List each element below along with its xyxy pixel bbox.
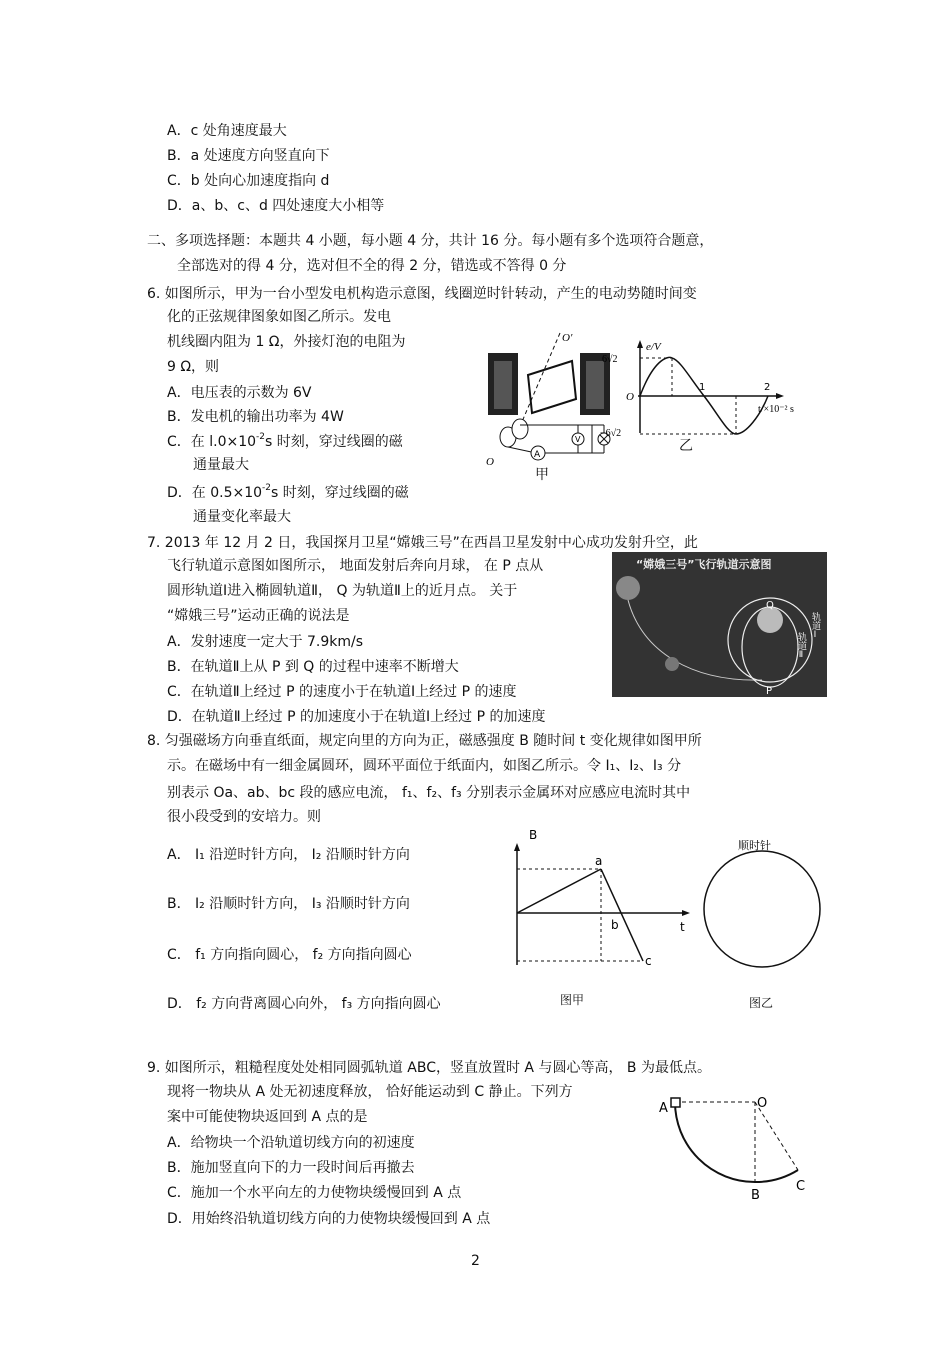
- q7-stem-line4: “嫦娥三号”运动正确的说法是: [167, 608, 350, 624]
- b-t-graph: [505, 825, 695, 970]
- q6-option-a: A．电压表的示数为 6V: [167, 385, 312, 401]
- fig-jia-caption: 甲: [535, 467, 549, 483]
- q6-stem-line4: 9 Ω，则: [167, 359, 220, 375]
- q6-option-c: C．在 $l.0\times 10^{-2}s$ 时刻，穿过线圈的磁: [167, 432, 403, 450]
- y-bottom-label: −6√2: [600, 428, 622, 438]
- section2-header-line1: 二、多项选择题：本题共 4 小题，每小题 4 分，共计 16 分。每小题有多个选项符合题意，: [147, 233, 714, 249]
- point-a-label: a: [595, 854, 603, 868]
- x-tick-1: 1: [699, 382, 706, 393]
- fig-jia-caption-q8: 图甲: [560, 993, 585, 1007]
- q5-option-a: A．c 处角速度最大: [167, 123, 287, 139]
- q7-option-c: C．在轨道Ⅱ上经过 P 的速度小于在轨道Ⅰ上经过 P 的速度: [167, 684, 517, 700]
- arc-track-diagram: [655, 1090, 815, 1205]
- x-unit-label: t/×10⁻² s: [758, 404, 794, 415]
- orbit-photo: [612, 552, 827, 697]
- orbit-1-label: 轨道Ⅰ: [810, 612, 820, 640]
- voltmeter-label: V: [575, 435, 581, 444]
- orbit-2-label: 轨道Ⅱ: [796, 632, 806, 660]
- q8-stem-line1: 8. 匀强磁场方向垂直纸面，规定向里的方向为正，磁感强度 B 随时间 t 变化规律如图甲所: [147, 733, 702, 749]
- section2-header-line2: 全部选对的得 4 分，选对但不全的得 2 分，错选或不答得 0 分: [177, 258, 567, 274]
- b-axis-label: B: [529, 828, 538, 842]
- q5-option-b: B．a 处速度方向竖直向下: [167, 148, 330, 164]
- block-icon: [671, 1098, 680, 1107]
- emf-sine-graph: [600, 338, 815, 438]
- point-o-label: O: [757, 1096, 768, 1111]
- q8-option-a: A． I₁ 沿逆时针方向， I₂ 沿顺时针方向: [167, 847, 410, 863]
- fig-yi-caption-q8: 图乙: [749, 996, 774, 1010]
- q6-option-d: D．在 $0.5\times 10^{-2}s$ 时刻，穿过线圈的磁: [167, 483, 409, 501]
- origin-label: O: [626, 391, 634, 403]
- ring-direction-label: 顺时针: [738, 839, 771, 852]
- point-a-label-q9: A: [659, 1101, 668, 1116]
- point-b-label-q9: B: [751, 1188, 760, 1203]
- x-tick-2: 2: [764, 382, 771, 393]
- page-number: 2: [471, 1253, 480, 1269]
- q6-stem-line2: 化的正弦规律图象如图乙所示。发电: [167, 309, 391, 325]
- t-axis-label: t: [680, 920, 685, 934]
- q7-option-a: A．发射速度一定大于 7.9km/s: [167, 634, 364, 650]
- orbit-q-label: Q: [766, 600, 774, 611]
- orbit-p-label: P: [766, 686, 773, 697]
- q7-option-b: B．在轨道Ⅱ上从 P 到 Q 的过程中速率不断增大: [167, 659, 459, 675]
- axis-o-prime-label: O′: [562, 332, 573, 344]
- q7-option-d: D．在轨道Ⅱ上经过 P 的加速度小于在轨道Ⅰ上经过 P 的加速度: [167, 709, 546, 725]
- q7-stem-line1: 7. 2013 年 12 月 2 日，我国探月卫星“嫦娥三号”在西昌卫星发射中心成功发射升空，此: [147, 535, 698, 551]
- q9-option-c: C．施加一个水平向左的力使物块缓慢回到 A 点: [167, 1185, 462, 1201]
- y-top-label: 6√2: [602, 354, 618, 365]
- q6-stem-line3: 机线圈内阻为 1 Ω，外接灯泡的电阻为: [167, 334, 406, 350]
- orbit-photo-title: “嫦娥三号”飞行轨道示意图: [636, 558, 772, 571]
- ammeter-label: A: [534, 450, 541, 460]
- q9-stem-line3: 案中可能使物块返回到 A 点的是: [167, 1109, 368, 1125]
- q6-option-c-cont: 通量最大: [193, 457, 249, 473]
- q9-option-b: B．施加竖直向下的力一段时间后再撤去: [167, 1160, 415, 1176]
- y-unit-label: e/V: [646, 341, 661, 353]
- q8-stem-line4: 很小段受到的安培力。则: [167, 809, 321, 825]
- q9-stem-line2: 现将一物块从 A 处无初速度释放， 恰好能运动到 C 静止。下列方: [167, 1084, 573, 1100]
- fig-yi-caption: 乙: [679, 438, 693, 454]
- point-b-label: b: [611, 918, 619, 932]
- q7-stem-line3: 圆形轨道Ⅰ进入椭圆轨道Ⅱ， Q 为轨道Ⅱ上的近月点。 关于: [167, 583, 518, 599]
- point-c-label: c: [645, 954, 652, 968]
- q9-option-d: D．用始终沿轨道切线方向的力使物块缓慢回到 A 点: [167, 1211, 491, 1227]
- axis-o-label: O: [486, 456, 494, 468]
- q6-option-d-cont: 通量变化率最大: [193, 509, 291, 525]
- q6-stem-line1: 6. 如图所示，甲为一台小型发电机构造示意图，线圈逆时针转动，产生的电动势随时间变: [147, 286, 697, 302]
- q5-option-c: C．b 处向心加速度指向 d: [167, 173, 330, 189]
- metal-ring: [700, 835, 830, 975]
- q7-stem-line2: 飞行轨道示意图如图所示， 地面发射后奔向月球， 在 P 点从: [167, 558, 544, 574]
- q8-stem-line2: 示。在磁场中有一细金属圆环，圆环平面位于纸面内，如图乙所示。令 I₁、I₂、I₃ 分: [167, 758, 682, 774]
- q8-stem-line3: 别表示 Oa、ab、bc 段的感应电流， f₁、f₂、f₃ 分别表示金属环对应感应电流时其中: [167, 785, 691, 801]
- q6-option-b: B．发电机的输出功率为 4W: [167, 409, 344, 425]
- q8-option-c: C． f₁ 方向指向圆心， f₂ 方向指向圆心: [167, 947, 412, 963]
- q8-option-d: D． f₂ 方向背离圆心向外， f₃ 方向指向圆心: [167, 996, 441, 1012]
- q9-stem-line1: 9. 如图所示，粗糙程度处处相同圆弧轨道 ABC，竖直放置时 A 与圆心等高， B 为最低点。: [147, 1060, 711, 1076]
- q9-option-a: A．给物块一个沿轨道切线方向的初速度: [167, 1135, 415, 1151]
- q5-option-d: D．a、b、c、d 四处速度大小相等: [167, 198, 385, 214]
- q8-option-b: B． I₂ 沿顺时针方向， I₃ 沿顺时针方向: [167, 896, 410, 912]
- point-c-label-q9: C: [796, 1179, 806, 1194]
